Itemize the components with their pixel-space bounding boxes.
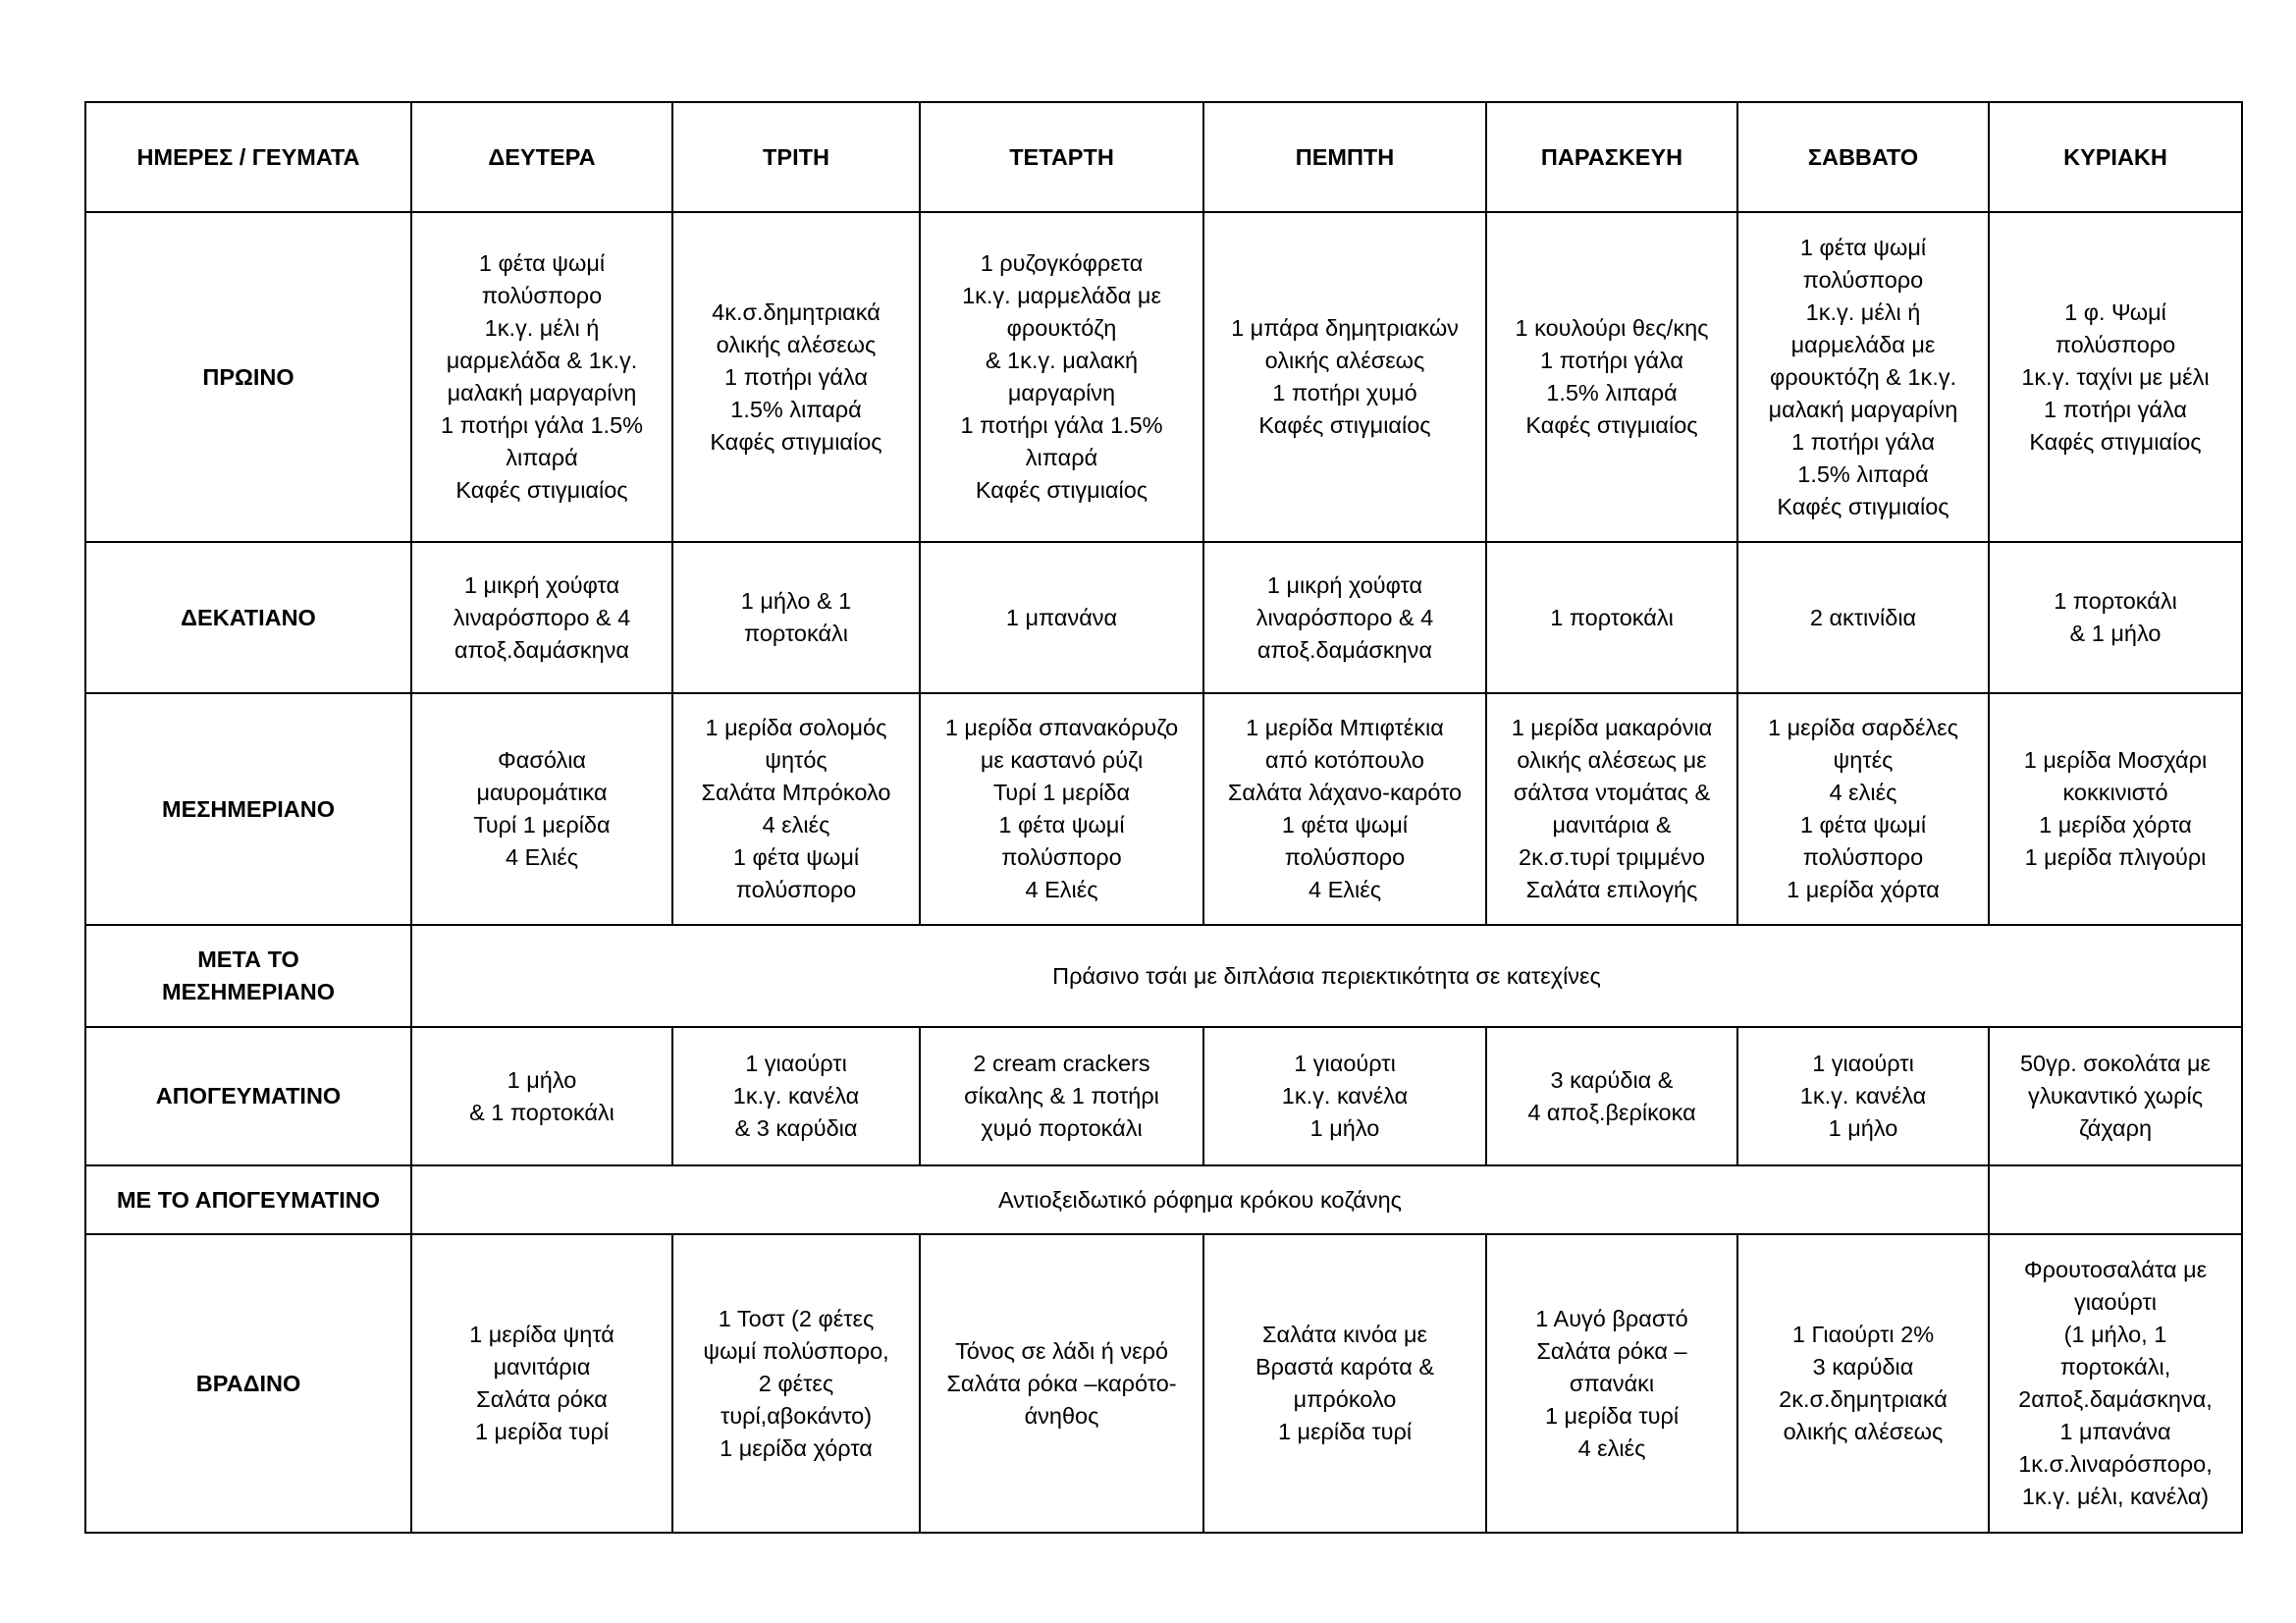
day-header-text: ΚΥΡΙΑΚΗ (2063, 143, 2167, 170)
meal-cell (411, 693, 672, 925)
snack1-row (85, 542, 2242, 693)
meal-cell (672, 1027, 920, 1165)
header-row (85, 102, 2242, 212)
meal-cell (1486, 212, 1737, 542)
day-header-saturday (1737, 102, 1989, 212)
meal-cell-text: 1 μήλο & 1 πορτοκάλι (469, 1066, 614, 1125)
dinner-row (85, 1234, 2242, 1533)
meal-label-dinner (85, 1234, 411, 1533)
after-lunch-text: Πράσινο τσάι με διπλάσια περιεκτικότητα σε κατεχίνες (1052, 962, 1601, 989)
meal-cell-text: 1 μικρή χούφτα λιναρόσπορο & 4 αποξ.δαμάσκηνα (453, 571, 631, 663)
meal-cell-text: 1 ρυζογκόφρετα 1κ.γ. μαρμελάδα με φρουκτόζη & 1κ.γ. μαλακή μαργαρίνη 1 ποτήρι γάλα 1.5% λιπαρά Καφές στιγμιαίος (960, 250, 1163, 503)
meal-label-lunch (85, 693, 411, 925)
meal-cell (411, 212, 672, 542)
with-snack-text: Αντιοξειδωτικό ρόφημα κρόκου κοζάνης (997, 1186, 1402, 1213)
meal-cell (1989, 1234, 2242, 1533)
meal-label-snack2 (85, 1027, 411, 1165)
meal-label-text: ΠΡΩΙΝΟ (202, 363, 294, 390)
breakfast-row (85, 212, 2242, 542)
meal-label-breakfast (85, 212, 411, 542)
corner-header (85, 102, 411, 212)
day-header-text: ΤΡΙΤΗ (763, 143, 829, 170)
meal-cell-text: 2 cream crackers σίκαλης & 1 ποτήρι χυμό πορτοκάλι (964, 1051, 1159, 1141)
lunch-row (85, 693, 2242, 925)
meal-cell (920, 542, 1203, 693)
meal-cell (1737, 693, 1989, 925)
meal-cell (920, 1234, 1203, 1533)
meal-cell-text: 4κ.σ.δημητριακά ολικής αλέσεως 1 ποτήρι γάλα 1.5% λιπαρά Καφές στιγμιαίος (710, 298, 882, 455)
day-header-text: ΠΑΡΑΣΚΕΥΗ (1540, 143, 1683, 170)
meal-cell (1989, 693, 2242, 925)
meal-cell (1737, 1234, 1989, 1533)
meal-cell (1989, 542, 2242, 693)
meal-cell (1203, 693, 1486, 925)
day-header-text: ΠΕΜΠΤΗ (1295, 143, 1395, 170)
day-header-tuesday (672, 102, 920, 212)
meal-cell (1989, 212, 2242, 542)
snack2-row (85, 1027, 2242, 1165)
meal-cell (1486, 1027, 1737, 1165)
meal-cell-text: 1 μπανάνα (1005, 604, 1118, 630)
meal-cell (1989, 1027, 2242, 1165)
meal-label-snack1 (85, 542, 411, 693)
day-header-friday (1486, 102, 1737, 212)
meal-cell (672, 1234, 920, 1533)
meal-cell (920, 212, 1203, 542)
meal-cell-text: 1 φέτα ψωμί πολύσπορο 1κ.γ. μέλι ή μαρμελάδα με φρουκτόζη & 1κ.γ. μαλακή μαργαρίνη 1 ποτήρι γάλα 1.5% λιπαρά Καφές στιγμιαίος (1768, 234, 1958, 519)
meal-cell-text: 1 Αυγό βραστό Σαλάτα ρόκα – σπανάκι 1 μερίδα τυρί 4 ελιές (1535, 1305, 1688, 1461)
with-snack-empty-cell (1989, 1165, 2242, 1234)
meal-cell (672, 542, 920, 693)
meal-cell (920, 693, 1203, 925)
meal-cell (920, 1027, 1203, 1165)
meal-cell (1737, 212, 1989, 542)
day-header-monday (411, 102, 672, 212)
meal-cell (1486, 542, 1737, 693)
meal-cell-text: 1 μερίδα σπανακόρυζο με καστανό ρύζι Τυρί 1 μερίδα 1 φέτα ψωμί πολύσπορο 4 Ελιές (944, 715, 1179, 902)
meal-cell (1203, 542, 1486, 693)
meal-cell-text: 1 μερίδα σαρδέλες ψητές 4 ελιές 1 φέτα ψωμί πολύσπορο 1 μερίδα χόρτα (1768, 715, 1958, 902)
meal-label-text: ΒΡΑΔΙΝΟ (195, 1370, 301, 1396)
meal-cell (1486, 693, 1737, 925)
day-header-text: ΣΑΒΒΑΤΟ (1807, 143, 1919, 170)
meal-cell-text: Τόνος σε λάδι ή νερό Σαλάτα ρόκα –καρότο- άνηθος (946, 1337, 1177, 1429)
corner-header-text: ΗΜΕΡΕΣ / ΓΕΥΜΑΤΑ (136, 143, 360, 170)
meal-cell-text: 1 γιαούρτι 1κ.γ. κανέλα 1 μήλο (1799, 1051, 1927, 1141)
meal-cell-text: 3 καρύδια & 4 αποξ.βερίκοκα (1527, 1066, 1696, 1125)
meal-cell-text: 1 Γιαούρτι 2% 3 καρύδια 2κ.σ.δημητριακά ολικής αλέσεως (1779, 1322, 1948, 1444)
meal-cell (1203, 212, 1486, 542)
day-header-text: ΤΕΤΑΡΤΗ (1009, 143, 1114, 170)
meal-cell-text: 1 κουλούρι θες/κης 1 ποτήρι γάλα 1.5% λιπαρά Καφές στιγμιαίος (1515, 315, 1709, 438)
with-snack-row (85, 1165, 2242, 1234)
with-snack-merged-cell (411, 1165, 1989, 1234)
meal-cell-text: 1 πορτοκάλι (1550, 604, 1674, 630)
meal-cell-text: Φασόλια μαυρομάτικα Τυρί 1 μερίδα 4 Ελιές (473, 747, 611, 870)
meal-cell (411, 1027, 672, 1165)
after-lunch-merged-cell (411, 925, 2242, 1027)
day-header-thursday (1203, 102, 1486, 212)
day-header-text: ΔΕΥΤΕΡΑ (488, 143, 596, 170)
meal-cell-text: 1 φ. Ψωμί πολύσπορο 1κ.γ. ταχίνι με μέλι 1 ποτήρι γάλα Καφές στιγμιαίος (2021, 298, 2210, 455)
meal-cell (1203, 1027, 1486, 1165)
meal-cell (672, 693, 920, 925)
meal-label-with-snack (85, 1165, 411, 1234)
meal-cell-text: 1 μήλο & 1 πορτοκάλι (740, 588, 852, 646)
meal-cell (411, 542, 672, 693)
meal-cell-text: 1 γιαούρτι 1κ.γ. κανέλα 1 μήλο (1281, 1051, 1409, 1141)
meal-cell (1737, 542, 1989, 693)
meal-cell-text: Φρουτοσαλάτα με γιαούρτι (1 μήλο, 1 πορτοκάλι, 2αποξ.δαμάσκηνα, 1 μπανάνα 1κ.σ.λιναρόσπορο, 1κ.γ. μέλι, κανέλα) (2018, 1257, 2213, 1509)
meal-cell (1486, 1234, 1737, 1533)
after-lunch-row (85, 925, 2242, 1027)
meal-cell (672, 212, 920, 542)
meal-cell-text: 1 μερίδα Μοσχάρι κοκκινιστό 1 μερίδα χόρτα 1 μερίδα πλιγούρι (2023, 747, 2208, 870)
meal-cell-text: 1 μερίδα Μπιφτέκια από κοτόπουλο Σαλάτα λάχανο-καρότο 1 φέτα ψωμί πολύσπορο 4 Ελιές (1227, 715, 1463, 902)
meal-cell-text: 1 μικρή χούφτα λιναρόσπορο & 4 αποξ.δαμάσκηνα (1255, 571, 1434, 663)
meal-label-text: ΜΕΤΑ ΤΟ ΜΕΣΗΜΕΡΙΑΝΟ (162, 947, 335, 1004)
meal-plan-table (84, 101, 2243, 1534)
meal-cell-text: Σαλάτα κινόα με Βραστά καρότα & μπρόκολο 1 μερίδα τυρί (1255, 1322, 1435, 1444)
meal-cell-text: 1 πορτοκάλι & 1 μήλο (2054, 588, 2177, 646)
meal-cell (411, 1234, 672, 1533)
day-header-sunday (1989, 102, 2242, 212)
meal-cell (1737, 1027, 1989, 1165)
meal-cell-text: 1 γιαούρτι 1κ.γ. κανέλα & 3 καρύδια (732, 1051, 860, 1141)
meal-cell-text: 2 ακτινίδια (1809, 604, 1917, 630)
meal-label-after-lunch (85, 925, 411, 1027)
day-header-wednesday (920, 102, 1203, 212)
meal-cell-text: 1 μερίδα σολομός ψητός Σαλάτα Μπρόκολο 4 ελιές 1 φέτα ψωμί πολύσπορο (701, 715, 891, 902)
meal-label-text: ΜΕ ΤΟ ΑΠΟΓΕΥΜΑΤΙΝΟ (116, 1186, 381, 1213)
meal-cell-text: 50γρ. σοκολάτα με γλυκαντικό χωρίς ζάχαρη (2019, 1051, 2212, 1141)
meal-label-text: ΜΕΣΗΜΕΡΙΑΝΟ (162, 795, 335, 822)
meal-cell (1203, 1234, 1486, 1533)
meal-cell-text: 1 μερίδα ψητά μανιτάρια Σαλάτα ρόκα 1 μερίδα τυρί (469, 1322, 614, 1444)
meal-cell-text: 1 μερίδα μακαρόνια ολικής αλέσεως με σάλτσα ντομάτας & μανιτάρια & 2κ.σ.τυρί τριμμένο Σαλάτα επιλογής (1511, 715, 1713, 902)
meal-label-text: ΑΠΟΓΕΥΜΑΤΙΝΟ (155, 1083, 342, 1109)
meal-cell-text: 1 Τοστ (2 φέτες ψωμί πολύσπορο, 2 φέτες τυρί,αβοκάντο) 1 μερίδα χόρτα (703, 1305, 889, 1461)
meal-label-text: ΔΕΚΑΤΙΑΝΟ (181, 604, 316, 630)
meal-cell-text: 1 μπάρα δημητριακών ολικής αλέσεως 1 ποτήρι χυμό Καφές στιγμιαίος (1231, 315, 1459, 438)
meal-cell-text: 1 φέτα ψωμί πολύσπορο 1κ.γ. μέλι ή μαρμελάδα & 1κ.γ. μαλακή μαργαρίνη 1 ποτήρι γάλα 1.5% λιπαρά Καφές στιγμιαίος (440, 250, 644, 503)
